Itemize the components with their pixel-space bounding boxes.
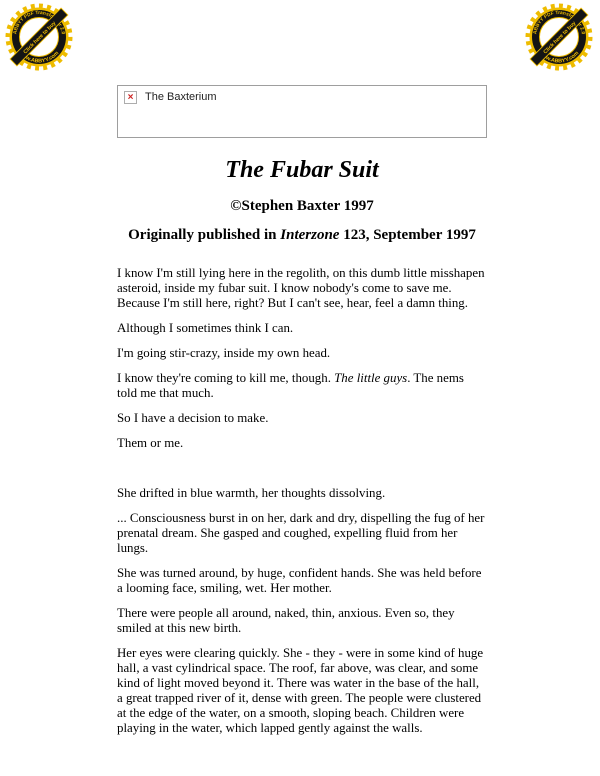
text-segment: ... Consciousness burst in on her, dark and dry, dispelling the fug of her prenatal dream. She gasped and coughed, expelling fluid from her lungs. (117, 511, 485, 555)
story-paragraph (117, 436, 487, 451)
image-alt-text: The Baxterium (145, 91, 217, 103)
text-segment: Her eyes were clearing quickly. She - they - were in some kind of huge hall, a vast cylindrical space. The roof, far above, was clear, and some kind of light moved beyond it. There was water in the base of the hall, a great trapped river of it, dense with green. The people were clustered at the edge of the water, on a smooth, sloping beach. Children were playing in the water, which lapped gently against the walls. (117, 646, 484, 735)
section-break (117, 461, 487, 486)
text-segment: I know they're coming to kill me, though. (117, 371, 335, 385)
publication-line (105, 227, 499, 244)
story-paragraph (117, 266, 487, 311)
text-segment: Them or me. (117, 436, 184, 450)
text-segment: . The nems told me that much. (117, 371, 464, 400)
text-segment: I know I'm still lying here in the regolith, on this dumb little misshapen asteroid, inside my fubar suit. I know nobody's come to save me. Because I'm still here, right? But I can't see, hear, feel a damn thing. (117, 266, 485, 310)
story-paragraph (117, 371, 487, 401)
story-title: The Fubar Suit (225, 157, 379, 183)
story-paragraphs (117, 266, 487, 736)
publication-suffix: 123, September 1997 (339, 227, 476, 243)
text-segment: I'm going stir-crazy, inside my own head. (117, 346, 331, 360)
story-paragraph (117, 411, 487, 426)
broken-image-placeholder (117, 85, 487, 138)
copyright-line: ©Stephen Baxter 1997 (230, 198, 374, 214)
broken-image-icon: × (124, 91, 137, 104)
story-paragraph (117, 606, 487, 636)
publication-prefix: Originally published in (128, 227, 281, 243)
story-paragraph (117, 321, 487, 336)
story-paragraph (117, 511, 487, 556)
story-paragraph (117, 346, 487, 361)
italic-text-segment: The little guys (334, 371, 408, 385)
text-segment: There were people all around, naked, thin, anxious. Even so, they smiled at this new birth. (117, 606, 455, 635)
story-paragraph (117, 566, 487, 596)
story-paragraph (117, 646, 487, 736)
text-segment: So I have a decision to make. (117, 411, 269, 425)
text-segment: She was turned around, by huge, confident hands. She was held before a looming face, smiling, wet. Her mother. (117, 566, 482, 595)
abbyy-watermark-stamp-right[interactable] (524, 2, 594, 72)
story-paragraph (117, 486, 487, 501)
text-segment: Although I sometimes think I can. (117, 321, 294, 335)
magazine-name: Interzone (280, 227, 340, 243)
page-content (117, 85, 487, 746)
abbyy-watermark-stamp-left[interactable] (4, 2, 74, 72)
text-segment: She drifted in blue warmth, her thoughts dissolving. (117, 486, 386, 500)
